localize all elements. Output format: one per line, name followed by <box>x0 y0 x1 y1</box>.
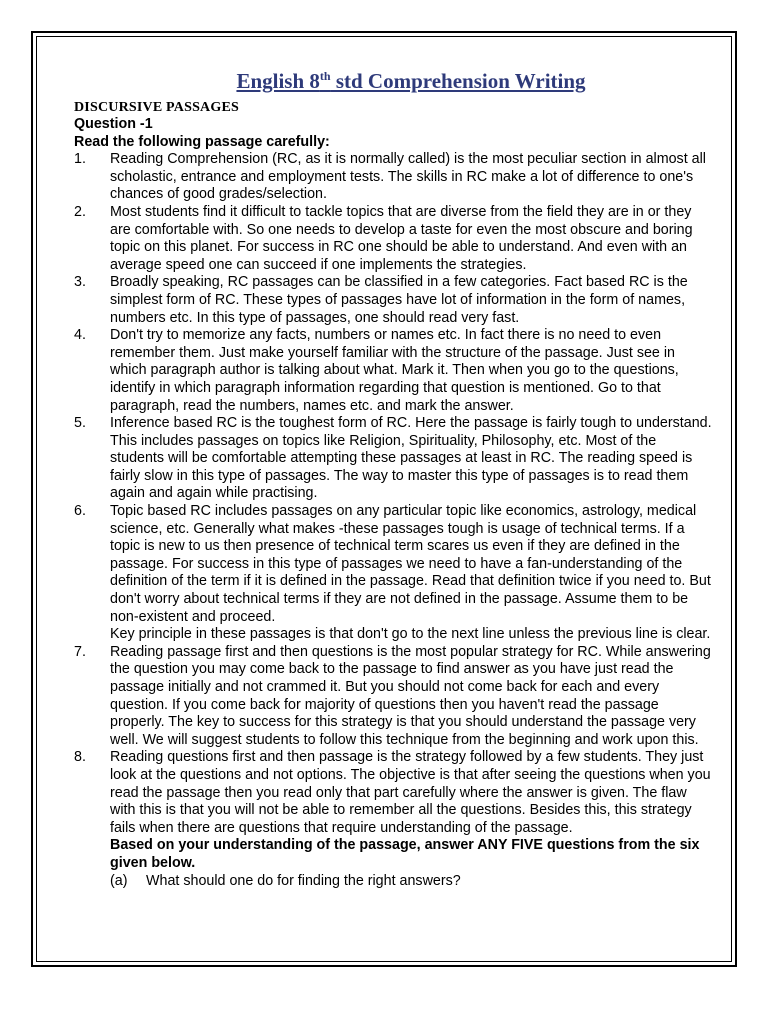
question-heading: Question -1 <box>74 116 153 132</box>
subquestion <box>74 873 714 891</box>
passage-item-note: Key principle in these passages is that don't go to the next line unless the previous line is clear. <box>110 626 711 643</box>
passage-item <box>74 503 714 644</box>
question-prompt: Read the following passage carefully: <box>74 133 330 150</box>
passage-item-number: 3. <box>74 274 86 291</box>
passage-item-number: 7. <box>74 643 86 660</box>
subquestion-label: (a) <box>110 872 128 889</box>
passage-item <box>74 644 714 750</box>
passage-item-number: 8. <box>74 749 86 766</box>
subquestion-text: What should one do for finding the right answers? <box>146 872 461 889</box>
page-title: English 8th std Comprehension Writing <box>236 69 586 93</box>
document-body <box>74 68 714 890</box>
passage-item-text: Topic based RC includes passages on any particular topic like economics, astrology, medical science, etc. Generally what makes -these passages tough is usage of technical terms. If a topic is new to us then presence of technical term scares us even if they are defined in the passage. For success in this type of passages we need to have a fan-understanding of the definition of the term if it is defined in the passage. Read that definition twice if you need to. But don't worry about technical terms if they are not defined in the passage. Assume them to be non-existent and proceed. <box>110 503 711 625</box>
passage-item <box>74 204 714 274</box>
passage-item <box>74 274 714 327</box>
passage-item-text: Most students find it difficult to tackle topics that are diverse from the field they are in or they are comfortable with. So one needs to develop a taste for even the most obscure and boring topic on this planet. For success in RC one should be able to understand. And even with an average speed one can succeed if one implements the strategies. <box>110 203 693 273</box>
passage-item-text: Reading Comprehension (RC, as it is normally called) is the most peculiar section in almost all scholastic, entrance and employment tests. The skills in RC make a lot of difference to one's chances of good grades/selection. <box>110 151 706 203</box>
passage-item-text: Inference based RC is the toughest form of RC. Here the passage is fairly tough to understand. This includes passages on topics like Religion, Spirituality, Philosophy, etc. Most of the students will be comfortable attempting these passages at least in RC. The reading speed is fairly slow in this type of passages. The way to master this type of passages is to read them again and again while practising. <box>110 415 712 502</box>
passage-item-text: Don't try to memorize any facts, numbers or names etc. In fact there is no need to even remember them. Just make yourself familiar with the structure of the passage. Just see in which paragraph author is talking about what. Mark it. Then when you go to the questions, identify in which paragraph information regarding that question is mentioned. Go to that paragraph, read the numbers, names etc. and mark the answer. <box>110 327 679 414</box>
subquestion-list <box>74 873 714 891</box>
passage-item <box>74 415 714 503</box>
passage-item-text: Reading questions first and then passage is the strategy followed by a few students. They just look at the questions and not options. The objective is that after seeing the questions when you read the passage then you read only that part carefully where the answer is given. The flaw with this is that you will not be able to remember all the questions. Besides this, this strategy fails when there are questions that require understanding of the passage. <box>110 749 711 836</box>
passage-item <box>74 749 714 837</box>
passage-item-text: Broadly speaking, RC passages can be classified in a few categories. Fact based RC is the simplest form of RC. These types of passages have lot of information in the form of names, numbers etc. In this type of passages, one should read very fast. <box>110 274 688 326</box>
passage-item-number: 4. <box>74 327 86 344</box>
passage-item <box>74 327 714 415</box>
passage-item-number: 2. <box>74 203 86 220</box>
passage-item-text: Reading passage first and then questions is the most popular strategy for RC. While answering the question you may come back to the passage to find answer as you have just read the passage initially and not crammed it. But you should not come back for each and every question. If you come back for majority of questions then you haven't read the passage properly. The key to success for this strategy is that you should understand the passage very well. We will suggest students to follow this technique from the beginning and work upon this. <box>110 643 711 748</box>
passage-item-number: 6. <box>74 503 86 520</box>
passage-list <box>74 151 714 837</box>
passage-item <box>74 151 714 204</box>
answer-instruction: Based on your understanding of the passage, answer ANY FIVE questions from the six given below. <box>110 837 700 871</box>
passage-item-number: 1. <box>74 151 86 168</box>
passage-item-number: 5. <box>74 415 86 432</box>
section-heading: DISCURSIVE PASSAGES <box>74 100 239 115</box>
